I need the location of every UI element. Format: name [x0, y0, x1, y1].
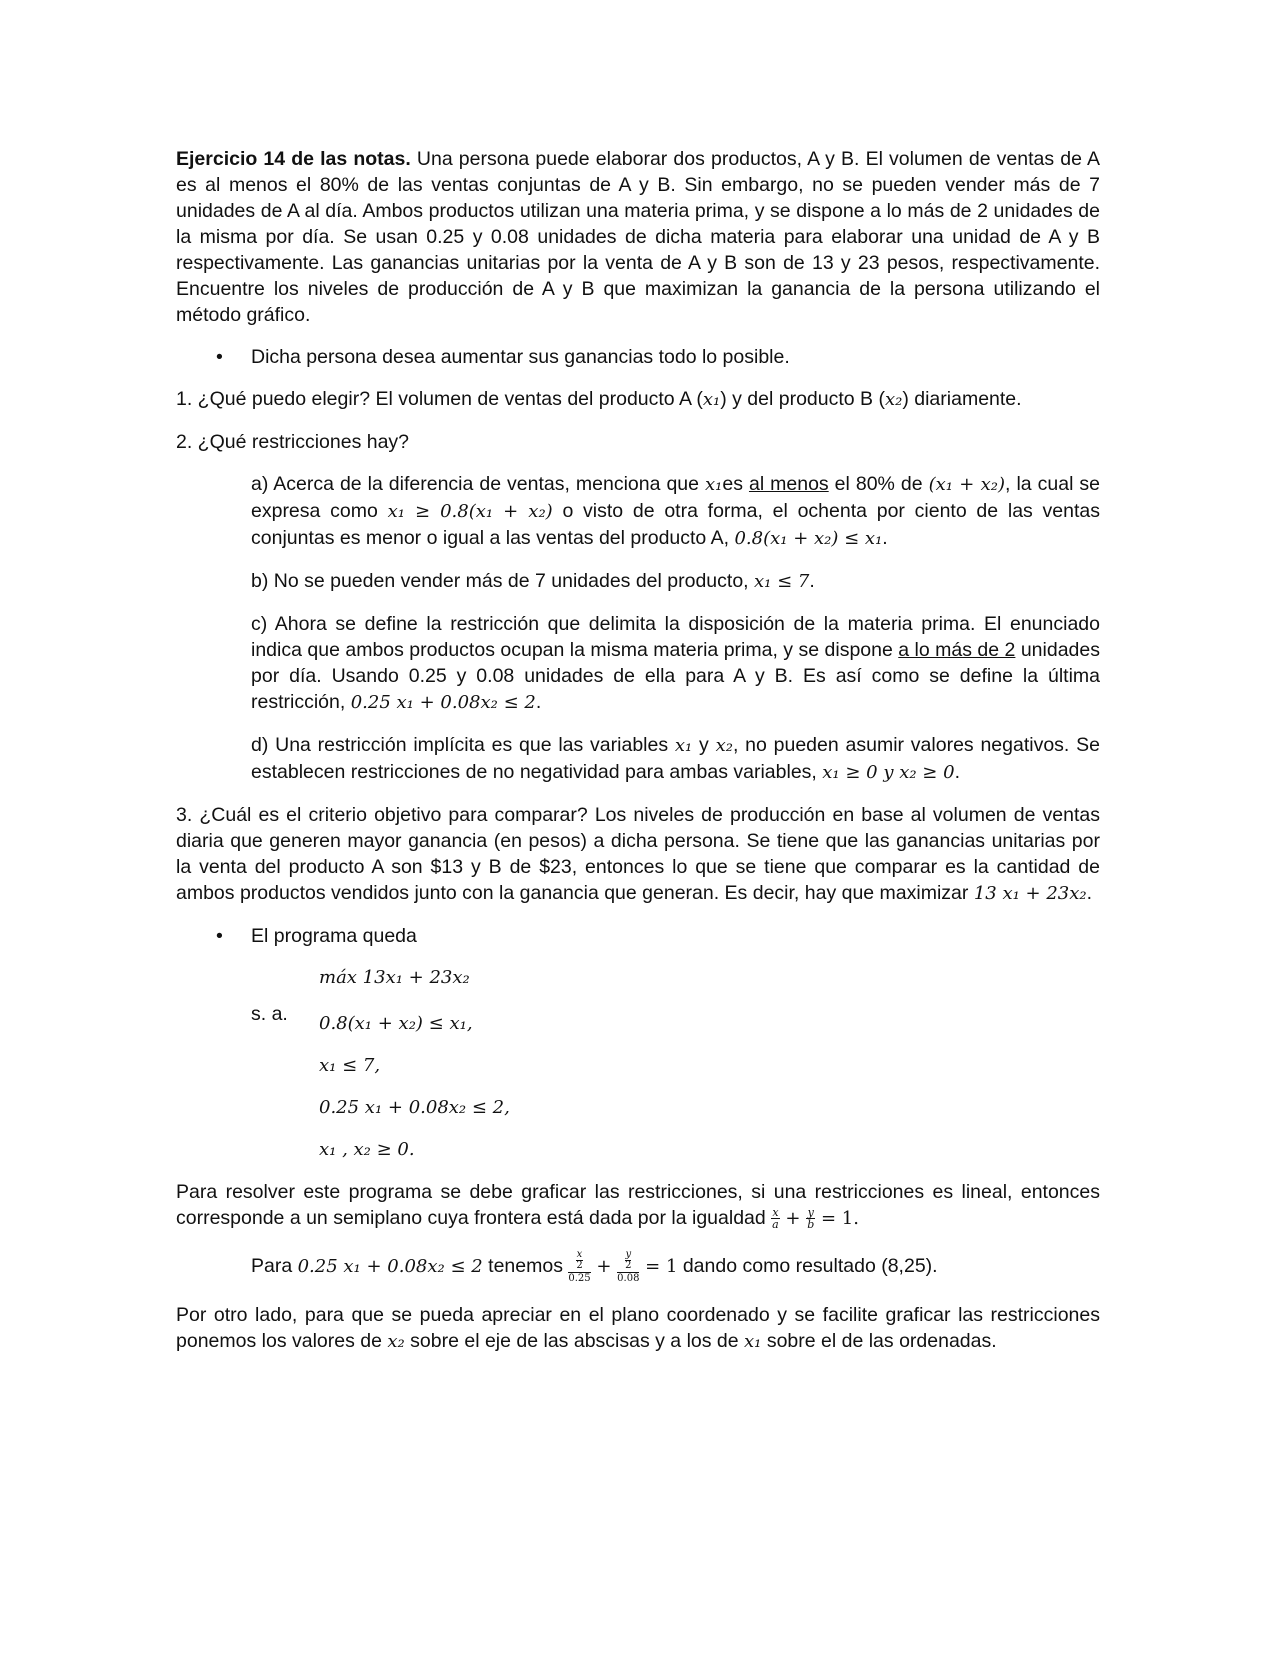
math: x₁ ≤ 7 [754, 571, 810, 592]
numerator [568, 1250, 590, 1273]
complex-fraction-x [568, 1250, 590, 1284]
numerator: x [772, 1206, 779, 1220]
program-constraint: 0.8(x₁ + x₂) ≤ x₁, [319, 1013, 473, 1034]
math: 0.25 x₁ + 0.08x₂ ≤ 2 [297, 1256, 483, 1278]
q1-text: ) y del producto B ( [720, 388, 885, 410]
text: . [535, 691, 542, 713]
denominator: a [772, 1218, 779, 1232]
program-objective: máx 13x₁ + 23x₂ [319, 967, 470, 988]
math: x₁ [705, 474, 723, 495]
inner-fraction [625, 1250, 631, 1271]
text: . [882, 527, 888, 549]
text: , no pueden asumir valores negativos. Se establecen restricciones de no negatividad para ambas variables, [251, 734, 1100, 783]
text: . [954, 761, 960, 783]
text: dando como resultado (8,25). [677, 1255, 938, 1278]
bullet-icon: • [216, 925, 223, 947]
math-x2: x₂ [884, 389, 903, 410]
text: a) Acerca de la diferencia de ventas, menciona que [251, 473, 705, 495]
numerator: x [576, 1249, 583, 1260]
text: sobre el de las ordenadas. [761, 1330, 997, 1352]
math: + [779, 1208, 807, 1229]
text: . [809, 570, 815, 592]
denominator: 2 [576, 1260, 583, 1271]
program-constraint: x₁ ≤ 7, [319, 1055, 381, 1076]
math: x₂ [715, 735, 733, 756]
math: x₁ ≥ 0 y x₂ ≥ 0 [822, 762, 955, 783]
math: = 1 [639, 1256, 678, 1278]
bullet-item [176, 923, 1100, 949]
text: unidades por día. Usando 0.25 y 0.08 unidades de ella para A y B. Es así como se define la última restricción, [251, 639, 1100, 713]
text: Para resolver este programa se debe graficar las restricciones, si una restricciones es lineal, entonces corresponde a un semiplano cuya frontera está dada por la igualdad [176, 1181, 1100, 1229]
text: o visto de otra forma, el ochenta por ciento de las ventas conjuntas es menor o igual a las ventas del producto A, [251, 500, 1100, 549]
program-subject-to: s. a. [251, 1003, 288, 1025]
restriction-d [251, 732, 1100, 786]
text: es [722, 473, 749, 495]
underlined-text: al menos [748, 473, 829, 495]
denominator: b [807, 1218, 815, 1232]
text: , la cual se expresa como [251, 473, 1101, 522]
math: (x₁ + x₂) [928, 474, 1006, 495]
text: Para [251, 1255, 298, 1278]
axes-paragraph [176, 1302, 1100, 1355]
numerator: y [807, 1206, 814, 1220]
q1-text: ) diariamente. [902, 388, 1022, 410]
underlined-text: a lo más de 2 [898, 639, 1016, 661]
math: = 1. [815, 1208, 859, 1229]
text: el 80% de [828, 473, 929, 495]
text: b) No se pueden vender más de 7 unidades del producto, [251, 570, 755, 592]
inner-fraction [576, 1250, 582, 1271]
bullet-text: El programa queda [251, 925, 417, 947]
bullet-text: Dicha persona desea aumentar sus ganancias todo lo posible. [251, 346, 790, 368]
restriction-b [251, 568, 1100, 595]
fraction-x-over-a [771, 1207, 780, 1230]
math: x₁ [744, 1331, 762, 1352]
math: 13 x₁ + 23x₂ [973, 883, 1087, 904]
text: 3. ¿Cuál es el criterio objetivo para comparar? Los niveles de producción en base al volumen de ventas diaria que generen mayor ganancia (en pesos) a dicha persona. Se tiene que las ganancias unitarias por la venta del producto A son $13 y B de $23, entonces lo que se tiene que comparar es la cantidad de ambos productos vendidos junto con la ganancia que generan. Es decir, hay que maximizar [176, 804, 1100, 904]
program-constraint: x₁ , x₂ ≥ 0. [319, 1139, 415, 1160]
restriction-c [251, 611, 1100, 716]
linear-program [251, 965, 1100, 1165]
exercise-title: Ejercicio 14 de las notas. [176, 148, 411, 170]
math: + [590, 1256, 618, 1278]
denominator: 0.25 [568, 1273, 591, 1284]
intro-text: Una persona puede elaborar dos productos, A y B. El volumen de ventas de A es al menos el 80% de las ventas conjuntas de A y B. Sin embargo, no se pueden vender más de 7 unidades de A al día. Ambos productos utilizan una materia prima, y se dispone a lo más de 2 unidades de la misma por día. Se usan 0.25 y 0.08 unidades de dicha materia para elaborar una unidad de A y B respectivamente. Las ganancias unitarias por la venta de A y B son de 13 y 23 pesos, respectivamente. Encuentre los niveles de producción de A y B que maximizan la ganancia de la persona utilizando el método gráfico. [176, 148, 1100, 326]
intro-paragraph [176, 146, 1100, 328]
bullet-item [176, 344, 1100, 370]
intercepts-paragraph [251, 1250, 1100, 1284]
numerator [617, 1250, 639, 1273]
text: tenemos [482, 1255, 569, 1278]
question-1 [176, 386, 1100, 413]
restriction-a [251, 471, 1100, 552]
question-2: 2. ¿Qué restricciones hay? [176, 431, 410, 453]
denominator: 2 [625, 1260, 632, 1271]
text: . [1086, 882, 1093, 904]
bullet-icon: • [216, 346, 223, 368]
numerator: y [625, 1249, 632, 1260]
math: 0.8(x₁ + x₂) ≤ x₁ [734, 528, 883, 549]
text: c) Ahora se define la restricción que delimita la disposición de la materia prima. El enunciado indica que ambos productos ocupan la misma materia prima, y se dispone [251, 613, 1100, 661]
question-3 [176, 802, 1100, 907]
math-x1: x₁ [702, 389, 721, 410]
fraction-y-over-b [806, 1207, 815, 1230]
complex-fraction-y [617, 1250, 639, 1284]
math: x₂ [387, 1331, 405, 1352]
program-constraint: 0.25 x₁ + 0.08x₂ ≤ 2, [319, 1097, 510, 1118]
math: x₁ ≥ 0.8(x₁ + x₂) [387, 501, 553, 522]
denominator: 0.08 [617, 1273, 640, 1284]
text: sobre el eje de las abscisas y a los de [404, 1330, 745, 1352]
text: Por otro lado, para que se pueda apreciar en el plano coordenado y se facilite graficar las restricciones ponemos los valores de [176, 1304, 1100, 1352]
document-body [176, 146, 1100, 1355]
text: d) Una restricción implícita es que las variables [251, 734, 675, 756]
resolve-paragraph [176, 1179, 1100, 1232]
math: 0.25 x₁ + 0.08x₂ ≤ 2 [350, 692, 536, 713]
q1-text: 1. ¿Qué puedo elegir? El volumen de ventas del producto A ( [176, 388, 703, 410]
text: y [692, 734, 716, 756]
math: x₁ [674, 735, 693, 756]
